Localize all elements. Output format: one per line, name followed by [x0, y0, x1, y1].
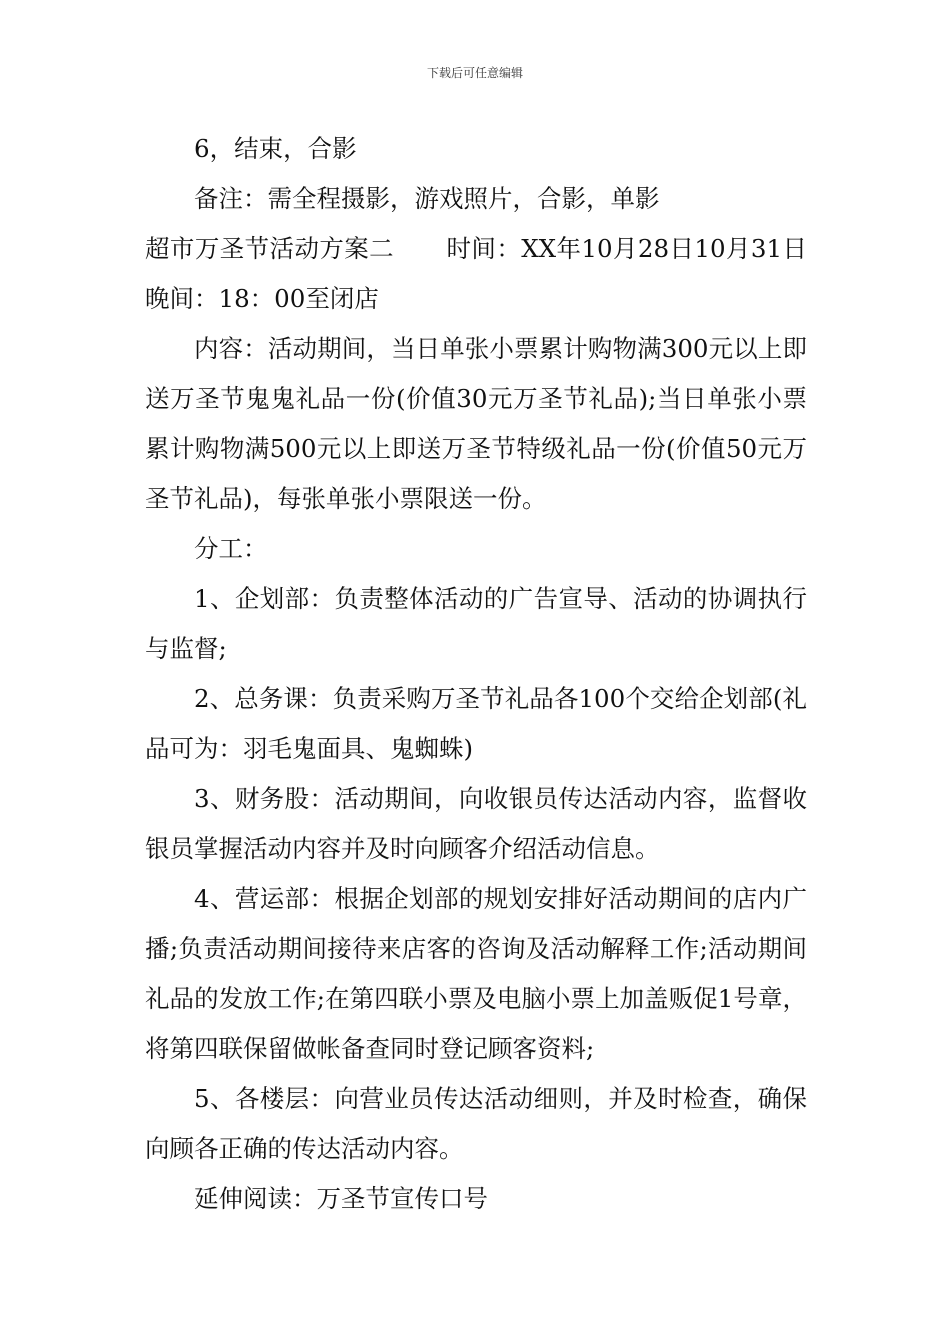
header-note: 下载后可任意编辑 [426, 66, 523, 80]
paragraph-item-4: 4、营运部：根据企划部的规划安排好活动期间的店内广播;负责活动期间接待来店客的咨询及活动解释工作;活动期间礼品的发放工作;在第四联小票及电脑小票上加盖贩促1号章，将第四联保留做帐备查同时登记顾客资料; [145, 884, 807, 1063]
paragraph-remark: 备注：需全程摄影，游戏照片，合影，单影 [194, 184, 660, 213]
paragraph-item-1: 1、企划部：负责整体活动的广告宣导、活动的协调执行与监督; [145, 584, 807, 663]
paragraph-end-photo: 6，结束，合影 [194, 134, 357, 163]
plan-time: 时间：XX年10月28日10月31日晚间：18：00至闭店 [145, 234, 807, 313]
paragraph-item-5: 5、各楼层：向营业员传达活动细则，并及时检查，确保向顾各正确的传达活动内容。 [145, 1084, 807, 1163]
paragraph-item-2: 2、总务课：负责采购万圣节礼品各100个交给企划部(礼品可为：羽毛鬼面具、鬼蜘蛛) [145, 684, 807, 763]
paragraph-further-reading: 延伸阅读：万圣节宣传口号 [194, 1184, 488, 1213]
paragraph-plan-title [145, 224, 807, 324]
document-body [145, 124, 807, 1224]
paragraph-division-heading: 分工： [194, 534, 268, 563]
paragraph-item-3: 3、财务股：活动期间，向收银员传达活动内容，监督收银员掌握活动内容并及时向顾客介绍活动信息。 [145, 784, 807, 863]
paragraph-content: 内容：活动期间，当日单张小票累计购物满300元以上即送万圣节鬼鬼礼品一份(价值30元万圣节礼品);当日单张小票累计购物满500元以上即送万圣节特级礼品一份(价值50元万圣节礼品)，每张单张小票限送一份。 [145, 334, 807, 513]
plan-title: 超市万圣节活动方案二 [145, 234, 395, 263]
